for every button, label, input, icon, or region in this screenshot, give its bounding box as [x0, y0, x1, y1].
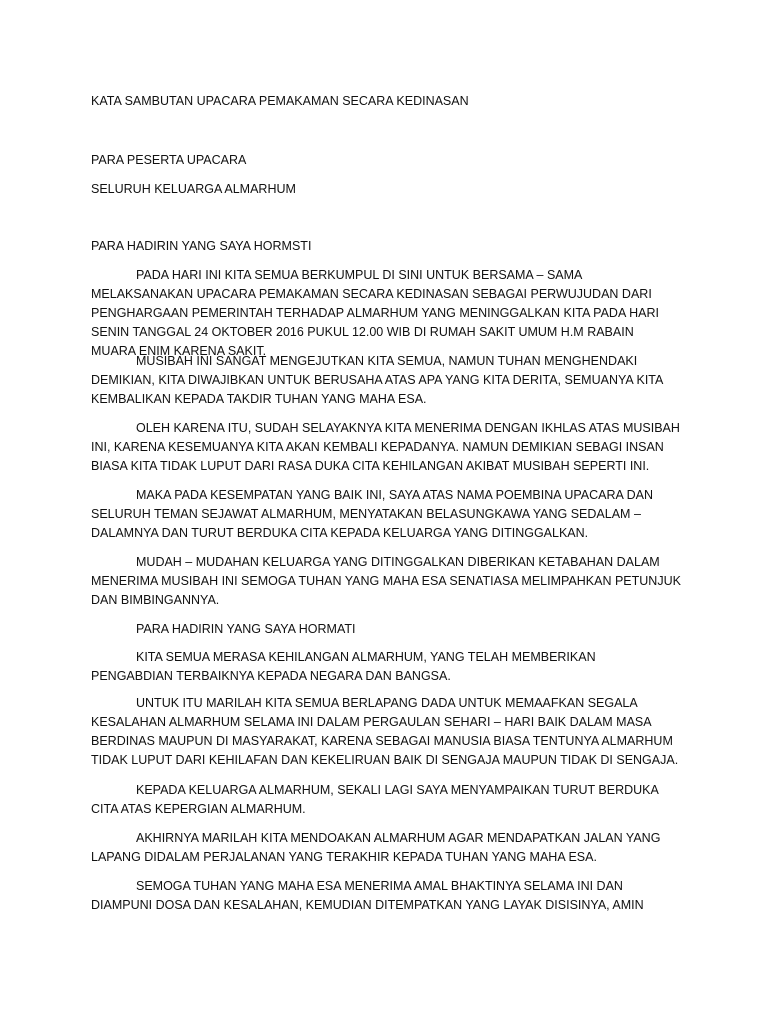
paragraph-loss: KITA SEMUA MERASA KEHILANGAN ALMARHUM, YANG TELAH MEMBERIKAN PENGABDIAN TERBAIKNYA KEPADA NEGARA DAN BANGSA.	[91, 650, 596, 683]
paragraph-acceptance: OLEH KARENA ITU, SUDAH SELAYAKNYA KITA MENERIMA DENGAN IKHLAS ATAS MUSIBAH INI, KARENA KESEMUANYA KITA AKAN KEMBALI KEPADANYA. NAMUN DEMIKIAN SEBAGI INSAN BIASA KITA TIDAK LUPUT DARI RASA DUKA CITA KEHILANGAN AKIBAT MUSIBAH SEPERTI INI.	[91, 421, 680, 473]
salutation-attendees: PARA HADIRIN YANG SAYA HORMSTI	[91, 239, 312, 253]
paragraph-honored-guests: PARA HADIRIN YANG SAYA HORMATI	[136, 622, 356, 636]
paragraph-forgiveness: UNTUK ITU MARILAH KITA SEMUA BERLAPANG DADA UNTUK MEMAAFKAN SEGALA KESALAHAN ALMARHUM SELAMA INI DALAM PERGAULAN SEHARI – HARI BAIK DALAM MASA BERDINAS MAUPUN DI MASYARAKAT, KARENA SEBAGAI MANUSIA BIASA TENTUNYA ALMARHUM TIDAK LUPUT DARI KEHILAFAN DAN KEKELIRUAN BAIK DI SENGAJA MAUPUN TIDAK DI SENGAJA.	[91, 696, 679, 767]
paragraph-prayer: AKHIRNYA MARILAH KITA MENDOAKAN ALMARHUM AGAR MENDAPATKAN JALAN YANG LAPANG DIDALAM PERJALANAN YANG TERAKHIR KEPADA TUHAN YANG MAHA ESA.	[91, 831, 661, 864]
paragraph-opening: PADA HARI INI KITA SEMUA BERKUMPUL DI SINI UNTUK BERSAMA – SAMA MELAKSANAKAN UPACARA PEMAKAMAN SECARA KEDINASAN SEBAGAI PERWUJUDAN DARI PENGHARGAAN PEMERINTAH TERHADAP ALMARHUM YANG MENINGGALKAN KITA PADA HARI SENIN TANGGAL 24 OKTOBER 2016 PUKUL 12.00 WIB DI RUMAH SAKIT UMUM H.M RABAIN MUARA ENIM KARENA SAKIT.	[91, 268, 659, 358]
salutation-participants: PARA PESERTA UPACARA	[91, 153, 247, 167]
paragraph-calamity: MUSIBAH INI SANGAT MENGEJUTKAN KITA SEMUA, NAMUN TUHAN MENGHENDAKI DEMIKIAN, KITA DIWAJIBKAN UNTUK BERUSAHA ATAS APA YANG KITA DERITA, SEMUANYA KITA KEMBALIKAN KEPADA TAKDIR TUHAN YANG MAHA ESA.	[91, 354, 663, 406]
paragraph-family-condolence: KEPADA KELUARGA ALMARHUM, SEKALI LAGI SAYA MENYAMPAIKAN TURUT BERDUKA CITA ATAS KEPERGIAN ALMARHUM.	[91, 783, 659, 816]
salutation-family: SELURUH KELUARGA ALMARHUM	[91, 182, 296, 196]
paragraph-condolence: MAKA PADA KESEMPATAN YANG BAIK INI, SAYA ATAS NAMA POEMBINA UPACARA DAN SELURUH TEMAN SEJAWAT ALMARHUM, MENYATAKAN BELASUNGKAWA YANG SEDALAM – DALAMNYA DAN TURUT BERDUKA CITA KEPADA KELUARGA YANG DITINGGALKAN.	[91, 488, 654, 540]
paragraph-closing: SEMOGA TUHAN YANG MAHA ESA MENERIMA AMAL BHAKTINYA SELAMA INI DAN DIAMPUNI DOSA DAN KESALAHAN, KEMUDIAN DITEMPATKAN YANG LAYAK DISISINYA, AMIN	[91, 879, 644, 912]
document-title: KATA SAMBUTAN UPACARA PEMAKAMAN SECARA KEDINASAN	[91, 94, 469, 108]
paragraph-family-strength: MUDAH – MUDAHAN KELUARGA YANG DITINGGALKAN DIBERIKAN KETABAHAN DALAM MENERIMA MUSIBAH INI SEMOGA TUHAN YANG MAHA ESA SENATIASA MELIMPAHKAN PETUNJUK DAN BIMBINGANNYA.	[91, 555, 681, 607]
